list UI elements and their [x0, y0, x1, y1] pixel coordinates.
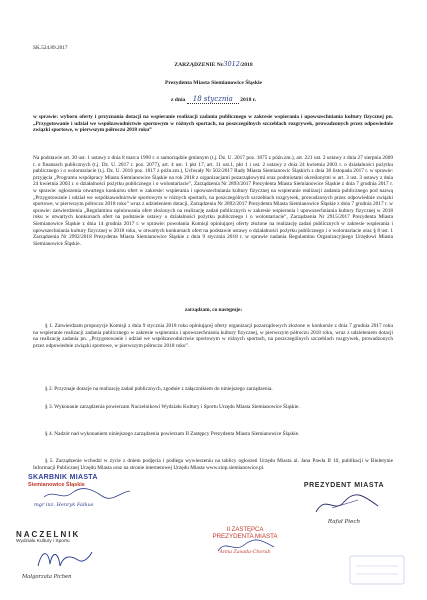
order-heading: zarządzam, co następuje: — [184, 307, 243, 313]
document-date — [0, 96, 427, 104]
president-name: Rafał Piech — [327, 519, 361, 525]
date-suffix: 2018 r. — [240, 97, 257, 103]
issuer: Prezydenta Miasta Siemianowice Śląskie — [164, 80, 262, 86]
deputy-title: II ZASTĘPCA — [226, 527, 264, 533]
president-title: PREZYDENT MIASTA — [303, 482, 385, 489]
document-title — [0, 61, 427, 69]
title-prefix: ZARZĄDZENIE Nr — [174, 62, 224, 68]
date-prefix: z dnia — [170, 97, 186, 103]
paragraph-4: § 4. Nadzór nad wykonaniem niniejszego zarządzenia powierzam II Zastępcy Prezydenta Miasta Siemianowice Śląskie. — [45, 431, 300, 437]
department-head-name: Małgorzata Pichen — [22, 574, 72, 580]
treasurer-city: Siemianowice Śląskie — [28, 482, 85, 488]
deputy-stamp — [190, 527, 300, 555]
department-head-signature — [34, 546, 94, 574]
registration-stamp-mark — [348, 552, 408, 588]
legal-basis: Na podstawie art. 30 ust. 1 ustawy z dnia 8 marca 1990 r. o samorządzie gminnym (t.j. Dz. U. 2017 poz. 1875 z późn.zm.), art. 221 ust. 2 ustawy z dnia 27 sierpnia 2009 r. o finansach publicznych (t.j. Dz. U. 2017 r. poz. 2077), art. 4 ust. 1 pkt 17, art. 11 ust.1, pkt 1 i ust. 2 ustawy z dnia 24 kwietnia 2003 r. o działalności pożytku publicznego i o wolontariacie (t.j. Dz. U. 2016 poz. 1817 z późn.zm.), Uchwały Nr 502/2017 Rady Miasta Siemianowic Śląskich z dnia 30 listopada 2017 r. w sprawie: przyjęcia „Programu współpracy Miasta Siemianowice Śląskie na rok 2018 z organizacjami pozarządowymi oraz podmiotami określonymi w art. 3 ust. 3 ustawy z dnia 24 kwietnia 2003 r. o działalności pożytku publicznego i o wolontariacie”, Zarządzenia Nr 2893/2017 Prezydenta Miasta Siemianowice Śląskie z dnia 7 grudnia 2017 r. w sprawie: ogłoszenia otwartego konkursu ofert w zakresie: wspierania i upowszechniania kultury fizycznej na wspieranie realizacji zadania publicznego pod nazwą „Przygotowanie i udział we współzawodnictwie sportowym w różnych sportach, na poszczególnych szczeblach rozgrywek, prowadzonych przez odpowiednie związki sportowe, w pierwszym półroczu 2018 roku” wraz z udzieleniem dotacji, Zarządzenia Nr 2892/2017 Prezydenta Miasta Siemianowice Śląskie z dnia 7 grudnia 2017 r. w sprawie: zatwierdzenia „Regulaminu opiniowania ofert złożonych na realizację zadań publicznych w zakresie wspierania i upowszechniania kultury fizycznej w 2018 roku w otwartych konkursach ofert na podstawie ustawy o działalności pożytku publicznego i o wolontariacie”, Zarządzenia Nr 2915/2017 Prezydenta Miasta Siemianowice Śląskie z dnia 14 grudnia 2017 r. w sprawie: powołania Komisji opiniującej oferty złożone na realizację zadań publicznych w zakresie wspierania i upowszechniania kultury fizycznej w 2018 roku, w otwartych konkursach ofert na podstawie ustawy o działalności pożytku publicznego i o wolontariacie oraz § 8 ust. 1 Zarządzenia Nr 2992/2018 Prezydenta Miasta Siemianowice Śląskie z dnia 9 stycznia 2018 r. w sprawie nadania Regulaminu Organizacyjnego Urzędowi Miasta Siemianowice Śląskie. — [33, 155, 393, 247]
title-suffix: /2018 — [239, 62, 253, 68]
deputy-name: Anna Zasada-Chorab — [219, 550, 271, 555]
president-signature — [312, 492, 382, 518]
treasurer-stamp — [28, 474, 138, 508]
department-head-stamp — [16, 530, 126, 580]
reference-number: SK.524.89.2017 — [33, 45, 68, 51]
date-handwritten: 18 stycznia — [187, 95, 239, 104]
department-head-dept: Wydziału Kultury i Sportu — [16, 539, 70, 544]
paragraph-5: § 5. Zarządzenie wchodzi w życie z dniem podjęcia i podlega wywieszeniu na tablicy ogłoszeń Urzędu Miasta al. Jana Pawła II 10, publikacji w Biuletynie Informacji Publicznej Urzędu Miasta oraz na stronie internetowej Urzędu Miasta www.siop.siemianowice.pl. — [33, 458, 393, 471]
deputy-office: PREZYDENTA MIASTA — [212, 533, 278, 540]
department-head-title: NACZELNIK — [16, 530, 81, 539]
paragraph-2: § 2. Przyznaje dotacje na realizację zadań publicznych, zgodnie z załącznikiem do niniejszego zarządzenia. — [45, 386, 273, 392]
subject: w sprawie: wyboru oferty i przyznania dotacji na wspieranie realizacji zadania publicznego w zakresie wspierania i upowszechniania kultury fizycznej pn. „Przygotowanie i udział we współzawodnictwie sportowym w różnych sportach, na poszczególnych szczeblach rozgrywek, prowadzonych przez odpowiednie związki sportowe, w pierwszym półroczu 2018 roku” — [33, 114, 393, 134]
paragraph-3: § 3. Wykonanie zarządzenia powierzam Naczelnikowi Wydziału Kultury i Sportu Urzędu Miasta Siemianowice Śląskie. — [45, 404, 300, 410]
treasurer-name: mgr inż. Henryk Falkus — [34, 502, 94, 508]
title-number-handwritten: 3012 — [223, 60, 240, 68]
paragraph-1: § 1. Zatwierdzam propozycje Komisji z dnia 9 stycznia 2018 roku opiniującej oferty organizacji pozarządowych złożone w konkursie z dnia 7 grudnia 2017 roku na wspieranie realizacji zadania publicznego w zakresie wspierania i upowszechniania kultury fizycznej, w pierwszym półroczu 2018 roku, wraz z udzieleniem dotacji na realizację zadania pn. „Przygotowanie i udział we współzawodnictwie sportowym w różnych sportach, na poszczególnych szczeblach rozgrywek, prowadzonych przez odpowiednie związki sportowe, w pierwszym półroczu 2018 roku”. — [33, 323, 393, 349]
treasurer-signature — [42, 487, 132, 501]
treasurer-title: SKARBNIK MIASTA — [28, 474, 98, 481]
president-stamp — [284, 482, 404, 525]
